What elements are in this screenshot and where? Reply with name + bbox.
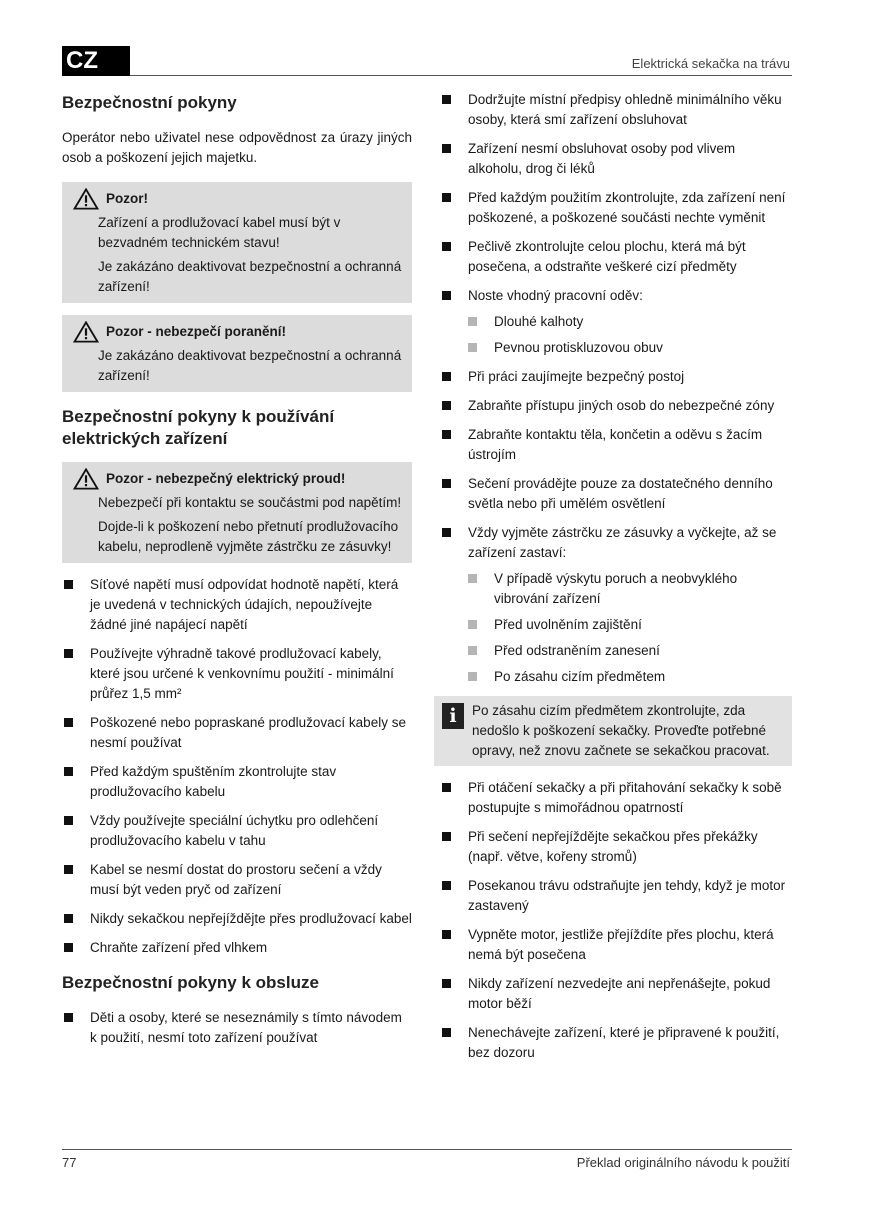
footer-divider <box>62 1149 792 1150</box>
list-item-text: Noste vhodný pracovní oděv: <box>468 288 643 303</box>
list-item-text: Posekanou trávu odstraňujte jen tehdy, když je motor zastavený <box>468 878 786 913</box>
intro-paragraph: Operátor nebo uživatel nese odpovědnost za úrazy jiných osob a poškození jejich majetku. <box>62 130 412 165</box>
operation-safety-list <box>62 1008 412 1048</box>
list-item <box>62 811 412 851</box>
sub-list-item-text: Pevnou protiskluzovou obuv <box>494 340 663 355</box>
list-item-text: Kabel se nesmí dostat do prostoru sečení a vždy musí být veden pryč od zařízení <box>90 862 382 897</box>
sub-bullet-square-icon <box>468 620 477 629</box>
list-item-text: Děti a osoby, které se neseznámily s tímto návodem k použití, nesmí toto zařízení používat <box>90 1010 402 1045</box>
bullet-square-icon <box>442 193 451 202</box>
list-item-text: Sečení provádějte pouze za dostatečného denního světla nebo při umělém osvětlení <box>468 476 773 511</box>
list-item <box>62 644 412 704</box>
bullet-square-icon <box>442 430 451 439</box>
sub-list-item-text: Před uvolněním zajištění <box>494 617 642 632</box>
bullet-square-icon <box>64 649 73 658</box>
page-number: 77 <box>62 1155 77 1170</box>
list-item-text: Nikdy sekačkou nepřejíždějte přes prodlužovací kabel <box>90 911 412 926</box>
electrical-safety-list <box>62 575 412 958</box>
warning-triangle-icon <box>72 321 100 343</box>
list-item-text: Zabraňte kontaktu těla, končetin a oděvu s žacím ústrojím <box>468 427 763 462</box>
warning-heading <box>72 321 404 343</box>
list-item-text: Síťové napětí musí odpovídat hodnotě napětí, která je uvedená v technických údajích, nepoužívejte žádné jiné napájecí napětí <box>90 577 399 632</box>
list-item <box>440 474 792 514</box>
warning-text: Dojde-li k poškození nebo přetnutí prodlužovacího kabelu, neprodleně vyjměte zástrčku ze zásuvky! <box>98 519 399 554</box>
list-item-text: Před každým spuštěním zkontrolujte stav prodlužovacího kabelu <box>90 764 337 799</box>
warning-title: Pozor - nebezpečný elektrický proud! <box>106 471 346 486</box>
bullet-square-icon <box>442 291 451 300</box>
bullet-square-icon <box>64 816 73 825</box>
left-column <box>62 90 412 1057</box>
warning-title: Pozor! <box>106 191 148 206</box>
bullet-square-icon <box>442 930 451 939</box>
warning-heading <box>72 188 404 210</box>
sub-list-item <box>468 615 792 635</box>
bullet-square-icon <box>442 95 451 104</box>
warning-heading <box>72 468 404 490</box>
bullet-square-icon <box>442 372 451 381</box>
section-title-operation: Bezpečnostní pokyny k obsluze <box>62 973 319 992</box>
bullet-square-icon <box>64 718 73 727</box>
header-title: Elektrická sekačka na trávu <box>631 56 790 71</box>
clothing-sublist <box>468 312 792 358</box>
sub-bullet-square-icon <box>468 672 477 681</box>
list-item-text: Vypněte motor, jestliže přejíždíte přes plochu, která nemá být posečena <box>468 927 774 962</box>
list-item <box>440 367 792 387</box>
list-item <box>440 425 792 465</box>
list-item-text: Používejte výhradně takové prodlužovací kabely, které jsou určené k venkovnímu použití - minimální průřez 1,5 mm² <box>90 646 394 701</box>
list-item <box>62 1008 412 1048</box>
list-item <box>440 876 792 916</box>
list-item-text: Dodržujte místní předpisy ohledně minimálního věku osoby, která smí zařízení obsluhovat <box>468 92 782 127</box>
list-item <box>440 523 792 687</box>
list-item-text: Poškozené nebo popraskané prodlužovací kabely se nesmí používat <box>90 715 406 750</box>
list-item-text: Při sečení nepřejíždějte sekačkou přes překážky (např. větve, kořeny stromů) <box>468 829 758 864</box>
section-title-electrical: Bezpečnostní pokyny k používání elektrických zařízení <box>62 407 335 448</box>
info-icon: i <box>442 703 464 729</box>
sub-bullet-square-icon <box>468 646 477 655</box>
language-badge: CZ <box>62 46 130 76</box>
footer-text: Překlad originálního návodu k použití <box>576 1155 790 1170</box>
warning-triangle-icon <box>72 468 100 490</box>
header-divider <box>130 75 792 76</box>
list-item <box>62 713 412 753</box>
bullet-square-icon <box>64 914 73 923</box>
info-box <box>434 696 792 766</box>
warning-box-electric <box>62 462 412 563</box>
warning-box-injury <box>62 315 412 392</box>
operation-safety-list-continued <box>440 90 792 687</box>
list-item-text: Nenechávejte zařízení, které je připravené k použití, bez dozoru <box>468 1025 780 1060</box>
list-item <box>440 925 792 965</box>
stop-cases-sublist <box>468 569 792 687</box>
list-item <box>62 860 412 900</box>
bullet-square-icon <box>64 943 73 952</box>
bullet-square-icon <box>442 783 451 792</box>
warning-text: Nebezpečí při kontaktu se součástmi pod napětím! <box>98 495 402 510</box>
info-text: Po zásahu cizím předmětem zkontrolujte, zda nedošlo k poškození sekačky. Proveďte potřebné opravy, než znovu začnete se sekačkou pracovat. <box>472 703 770 758</box>
list-item-text: Vždy používejte speciální úchytku pro odlehčení prodlužovacího kabelu v tahu <box>90 813 379 848</box>
bullet-square-icon <box>442 832 451 841</box>
list-item <box>440 139 792 179</box>
warning-text: Je zakázáno deaktivovat bezpečnostní a ochranná zařízení! <box>98 348 402 383</box>
sub-list-item <box>468 667 792 687</box>
bullet-square-icon <box>442 881 451 890</box>
sub-list-item-text: V případě výskytu poruch a neobvyklého vibrování zařízení <box>494 571 738 606</box>
list-item-text: Chraňte zařízení před vlhkem <box>90 940 268 955</box>
list-item <box>440 188 792 228</box>
sub-bullet-square-icon <box>468 574 477 583</box>
bullet-square-icon <box>442 242 451 251</box>
warning-text: Je zakázáno deaktivovat bezpečnostní a ochranná zařízení! <box>98 259 402 294</box>
sub-list-item-text: Po zásahu cizím předmětem <box>494 669 666 684</box>
sub-list-item-text: Před odstraněním zanesení <box>494 643 660 658</box>
bullet-square-icon <box>442 528 451 537</box>
sub-bullet-square-icon <box>468 317 477 326</box>
bullet-square-icon <box>442 979 451 988</box>
list-item <box>62 938 412 958</box>
list-item <box>440 90 792 130</box>
right-column <box>440 90 792 1072</box>
list-item-text: Při otáčení sekačky a při přitahování sekačky k sobě postupujte s mimořádnou opatrností <box>468 780 782 815</box>
sub-bullet-square-icon <box>468 343 477 352</box>
bullet-square-icon <box>64 767 73 776</box>
warning-title: Pozor - nebezpečí poranění! <box>106 324 287 339</box>
bullet-square-icon <box>442 144 451 153</box>
sub-list-item-text: Dlouhé kalhoty <box>494 314 584 329</box>
bullet-square-icon <box>442 1028 451 1037</box>
warning-triangle-icon <box>72 188 100 210</box>
sub-list-item <box>468 641 792 661</box>
bullet-square-icon <box>442 479 451 488</box>
list-item <box>62 575 412 635</box>
list-item <box>440 778 792 818</box>
list-item-text: Nikdy zařízení nezvedejte ani nepřenášejte, pokud motor běží <box>468 976 771 1011</box>
sub-list-item <box>468 312 792 332</box>
list-item <box>440 1023 792 1063</box>
list-item-text: Vždy vyjměte zástrčku ze zásuvky a vyčkejte, až se zařízení zastaví: <box>468 525 777 560</box>
list-item <box>440 974 792 1014</box>
bullet-square-icon <box>64 580 73 589</box>
sub-list-item <box>468 338 792 358</box>
list-item <box>440 286 792 358</box>
warning-box-general <box>62 182 412 303</box>
operation-safety-list-final <box>440 778 792 1063</box>
list-item-text: Zařízení nesmí obsluhovat osoby pod vlivem alkoholu, drog či léků <box>468 141 736 176</box>
bullet-square-icon <box>64 1013 73 1022</box>
list-item <box>62 909 412 929</box>
bullet-square-icon <box>442 401 451 410</box>
section-title-safety: Bezpečnostní pokyny <box>62 93 237 112</box>
warning-text: Zařízení a prodlužovací kabel musí být v bezvadném technickém stavu! <box>98 215 341 250</box>
list-item <box>62 762 412 802</box>
list-item-text: Zabraňte přístupu jiných osob do nebezpečné zóny <box>468 398 775 413</box>
sub-list-item <box>468 569 792 609</box>
list-item <box>440 396 792 416</box>
list-item <box>440 827 792 867</box>
list-item-text: Před každým použitím zkontrolujte, zda zařízení není poškozené, a poškozené součásti nechte vyměnit <box>468 190 786 225</box>
list-item <box>440 237 792 277</box>
list-item-text: Pečlivě zkontrolujte celou plochu, která má být posečena, a odstraňte veškeré cizí předměty <box>468 239 746 274</box>
list-item-text: Při práci zaujímejte bezpečný postoj <box>468 369 685 384</box>
bullet-square-icon <box>64 865 73 874</box>
